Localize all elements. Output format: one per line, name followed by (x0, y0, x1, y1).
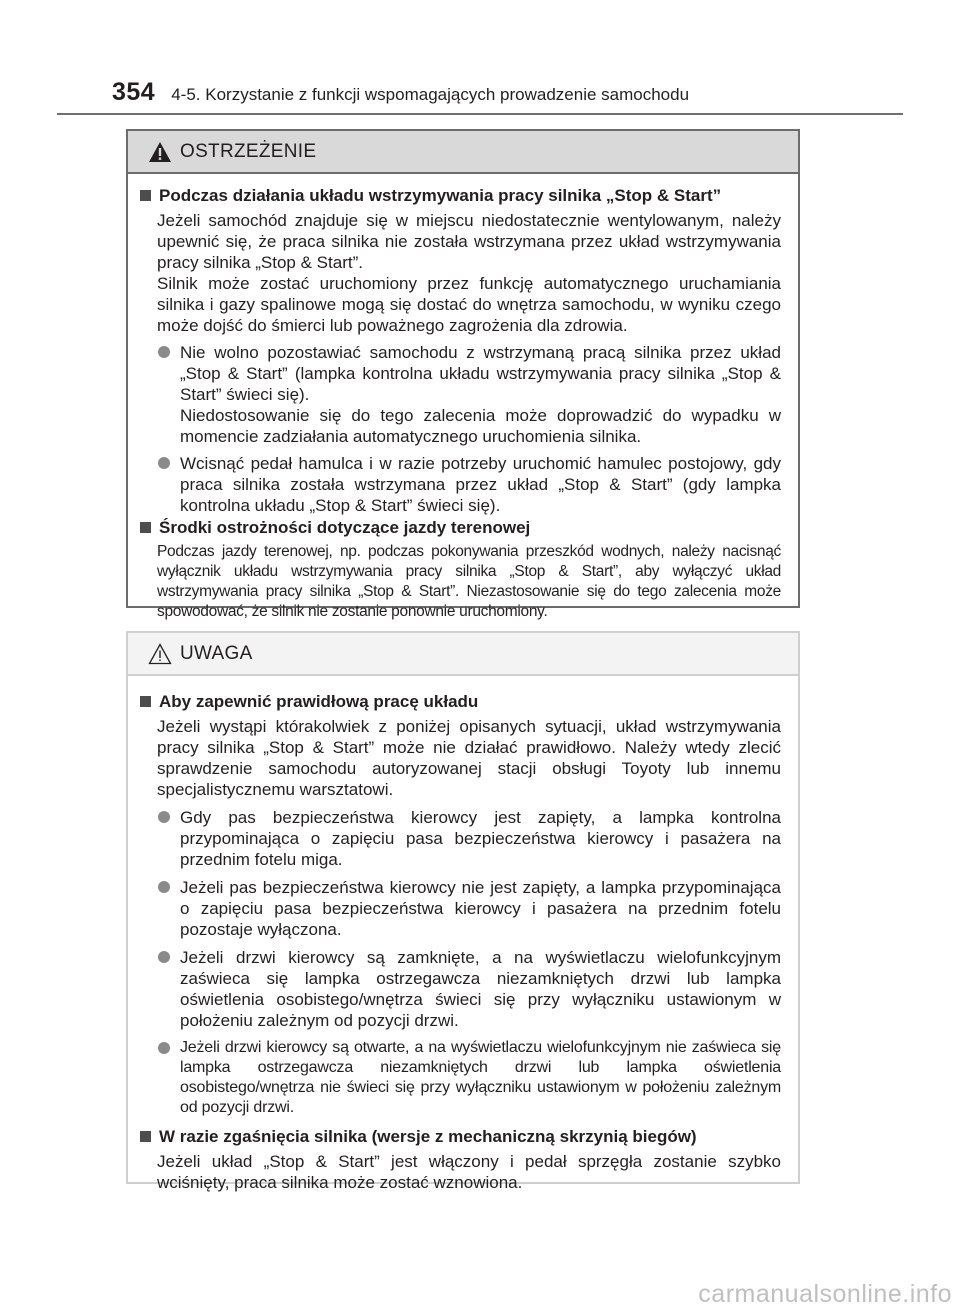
paragraph: Jeżeli samochód znajduje się w miejscu niedostatecznie wentylowanym, należy upewnić się, że praca silnika nie została wstrzymana przez układ wstrzymywania pracy silnika „Stop & Start”. (157, 211, 781, 272)
section-heading-text: Środki ostrożności dotyczące jazdy terenowej (159, 518, 531, 537)
square-bullet-icon (140, 696, 151, 707)
notice-box-title: UWAGA (180, 642, 253, 664)
bullet-dot-icon (158, 811, 170, 823)
paragraph: Jeżeli wystąpi którakolwiek z poniżej opisanych sytuacji, układ wstrzymywania pracy silnika „Stop & Start” może nie działać prawidłowo. Należy wtedy zlecić sprawdzenie samochodu autoryzowanej stacji obsługi Toyoty lub innemu specjalistycznemu warsztatowi. (157, 717, 781, 799)
square-bullet-icon (140, 190, 151, 201)
paragraph: Silnik może zostać uruchomiony przez funkcję automatycznego uruchamiania silnika i gazy spalinowe mogą się dostać do wnętrza samochodu, w wyniku czego może dojść do śmierci lub poważnego zagrożenia dla zdrowia. (157, 274, 781, 335)
warning-box (126, 129, 800, 620)
page-number: 354 (112, 78, 156, 106)
list-item-text: Niedostosowanie się do tego zalecenia może doprowadzić do wypadku w momencie zadziałania automatycznego uruchomienia silnika. (180, 406, 781, 446)
bullet-dot-icon (158, 951, 170, 963)
notice-box (126, 631, 800, 1192)
warning-box-body (128, 174, 798, 622)
list-item-text: Jeżeli drzwi kierowcy są otwarte, a na wyświetlaczu wielofunkcyjnym nie zaświeca się lampka ostrzegawcza niezamkniętych drzwi lub lampka oświetlenia osobistego/wnętrza nie świeci się przy wyłączniku ustawionym w położeniu zależnym od pozycji drzwi. (180, 1039, 781, 1116)
bullet-dot-icon (158, 881, 170, 893)
list-item-text: Nie wolno pozostawiać samochodu z wstrzymaną pracą silnika przez układ „Stop & Start” (lampka kontrolna układu wstrzymywania pracy silnika „Stop & Start” świeci się). (180, 343, 781, 404)
section-heading (136, 1126, 781, 1148)
page-header (112, 78, 689, 112)
list-item (157, 947, 781, 1031)
paragraph: Jeżeli układ „Stop & Start” jest włączony i pedał sprzęgła zostanie szybko wciśnięty, praca silnika może zostać wznowiona. (157, 1152, 781, 1192)
warning-triangle-icon (148, 141, 172, 163)
section-heading (136, 185, 781, 207)
square-bullet-icon (140, 522, 151, 533)
list-item (157, 877, 781, 940)
list-item-text: Wcisnąć pedał hamulca i w razie potrzeby uruchomić hamulec postojowy, gdy praca silnika została wstrzymana przez układ „Stop & Start” (gdy lampka kontrolna układu „Stop & Start” świeci się). (180, 454, 781, 515)
square-bullet-icon (140, 1131, 151, 1142)
paragraph: Podczas jazdy terenowej, np. podczas pokonywania przeszkód wodnych, należy nacisnąć wyłącznik układu wstrzymywania pracy silnika „Stop & Start”, aby wyłączyć układ wstrzymywania pracy silnika „Stop & Start”. Niezastosowanie się do tego zalecenia może spowodować, że silnik nie zostanie ponownie uruchomiony. (157, 543, 781, 620)
list-item (157, 453, 781, 516)
notice-box-body (128, 676, 798, 1193)
chapter-title: 4-5. Korzystanie z funkcji wspomagających prowadzenie samochodu (171, 85, 690, 104)
notice-box-header (128, 633, 798, 676)
list-item (157, 1038, 781, 1118)
caution-triangle-icon (148, 643, 172, 665)
header-rule (57, 113, 903, 115)
bullet-dot-icon (158, 1042, 170, 1054)
section-heading-text: W razie zgaśnięcia silnika (wersje z mechaniczną skrzynią biegów) (159, 1127, 697, 1146)
bullet-dot-icon (158, 457, 170, 469)
list-item-text: Jeżeli drzwi kierowcy są zamknięte, a na wyświetlaczu wielofunkcyjnym zaświeca się lampka ostrzegawcza niezamkniętych drzwi lub lampka oświetlenia osobistego/wnętrza świeci się przy wyłączniku ustawionym w położeniu zależnym od pozycji drzwi. (180, 948, 781, 1030)
bullet-dot-icon (158, 346, 170, 358)
watermark: carmanualsonline.info (698, 1280, 952, 1308)
section-heading (136, 517, 781, 539)
section-heading-text: Podczas działania układu wstrzymywania pracy silnika „Stop & Start” (159, 186, 722, 205)
list-item-text: Gdy pas bezpieczeństwa kierowcy jest zapięty, a lampka kontrolna przypominająca o zapięciu pasa bezpieczeństwa kierowcy i pasażera na przednim fotelu miga. (180, 808, 781, 869)
warning-box-title: OSTRZEŻENIE (180, 140, 317, 162)
section-heading (136, 691, 781, 713)
section-heading-text: Aby zapewnić prawidłową pracę układu (159, 692, 479, 711)
list-item (157, 807, 781, 870)
warning-box-header (128, 131, 798, 174)
list-item (157, 342, 781, 447)
list-item-text: Jeżeli pas bezpieczeństwa kierowcy nie jest zapięty, a lampka przypominająca o zapięciu pasa bezpieczeństwa kierowcy i pasażera na przednim fotelu pozostaje wyłączona. (180, 878, 781, 939)
